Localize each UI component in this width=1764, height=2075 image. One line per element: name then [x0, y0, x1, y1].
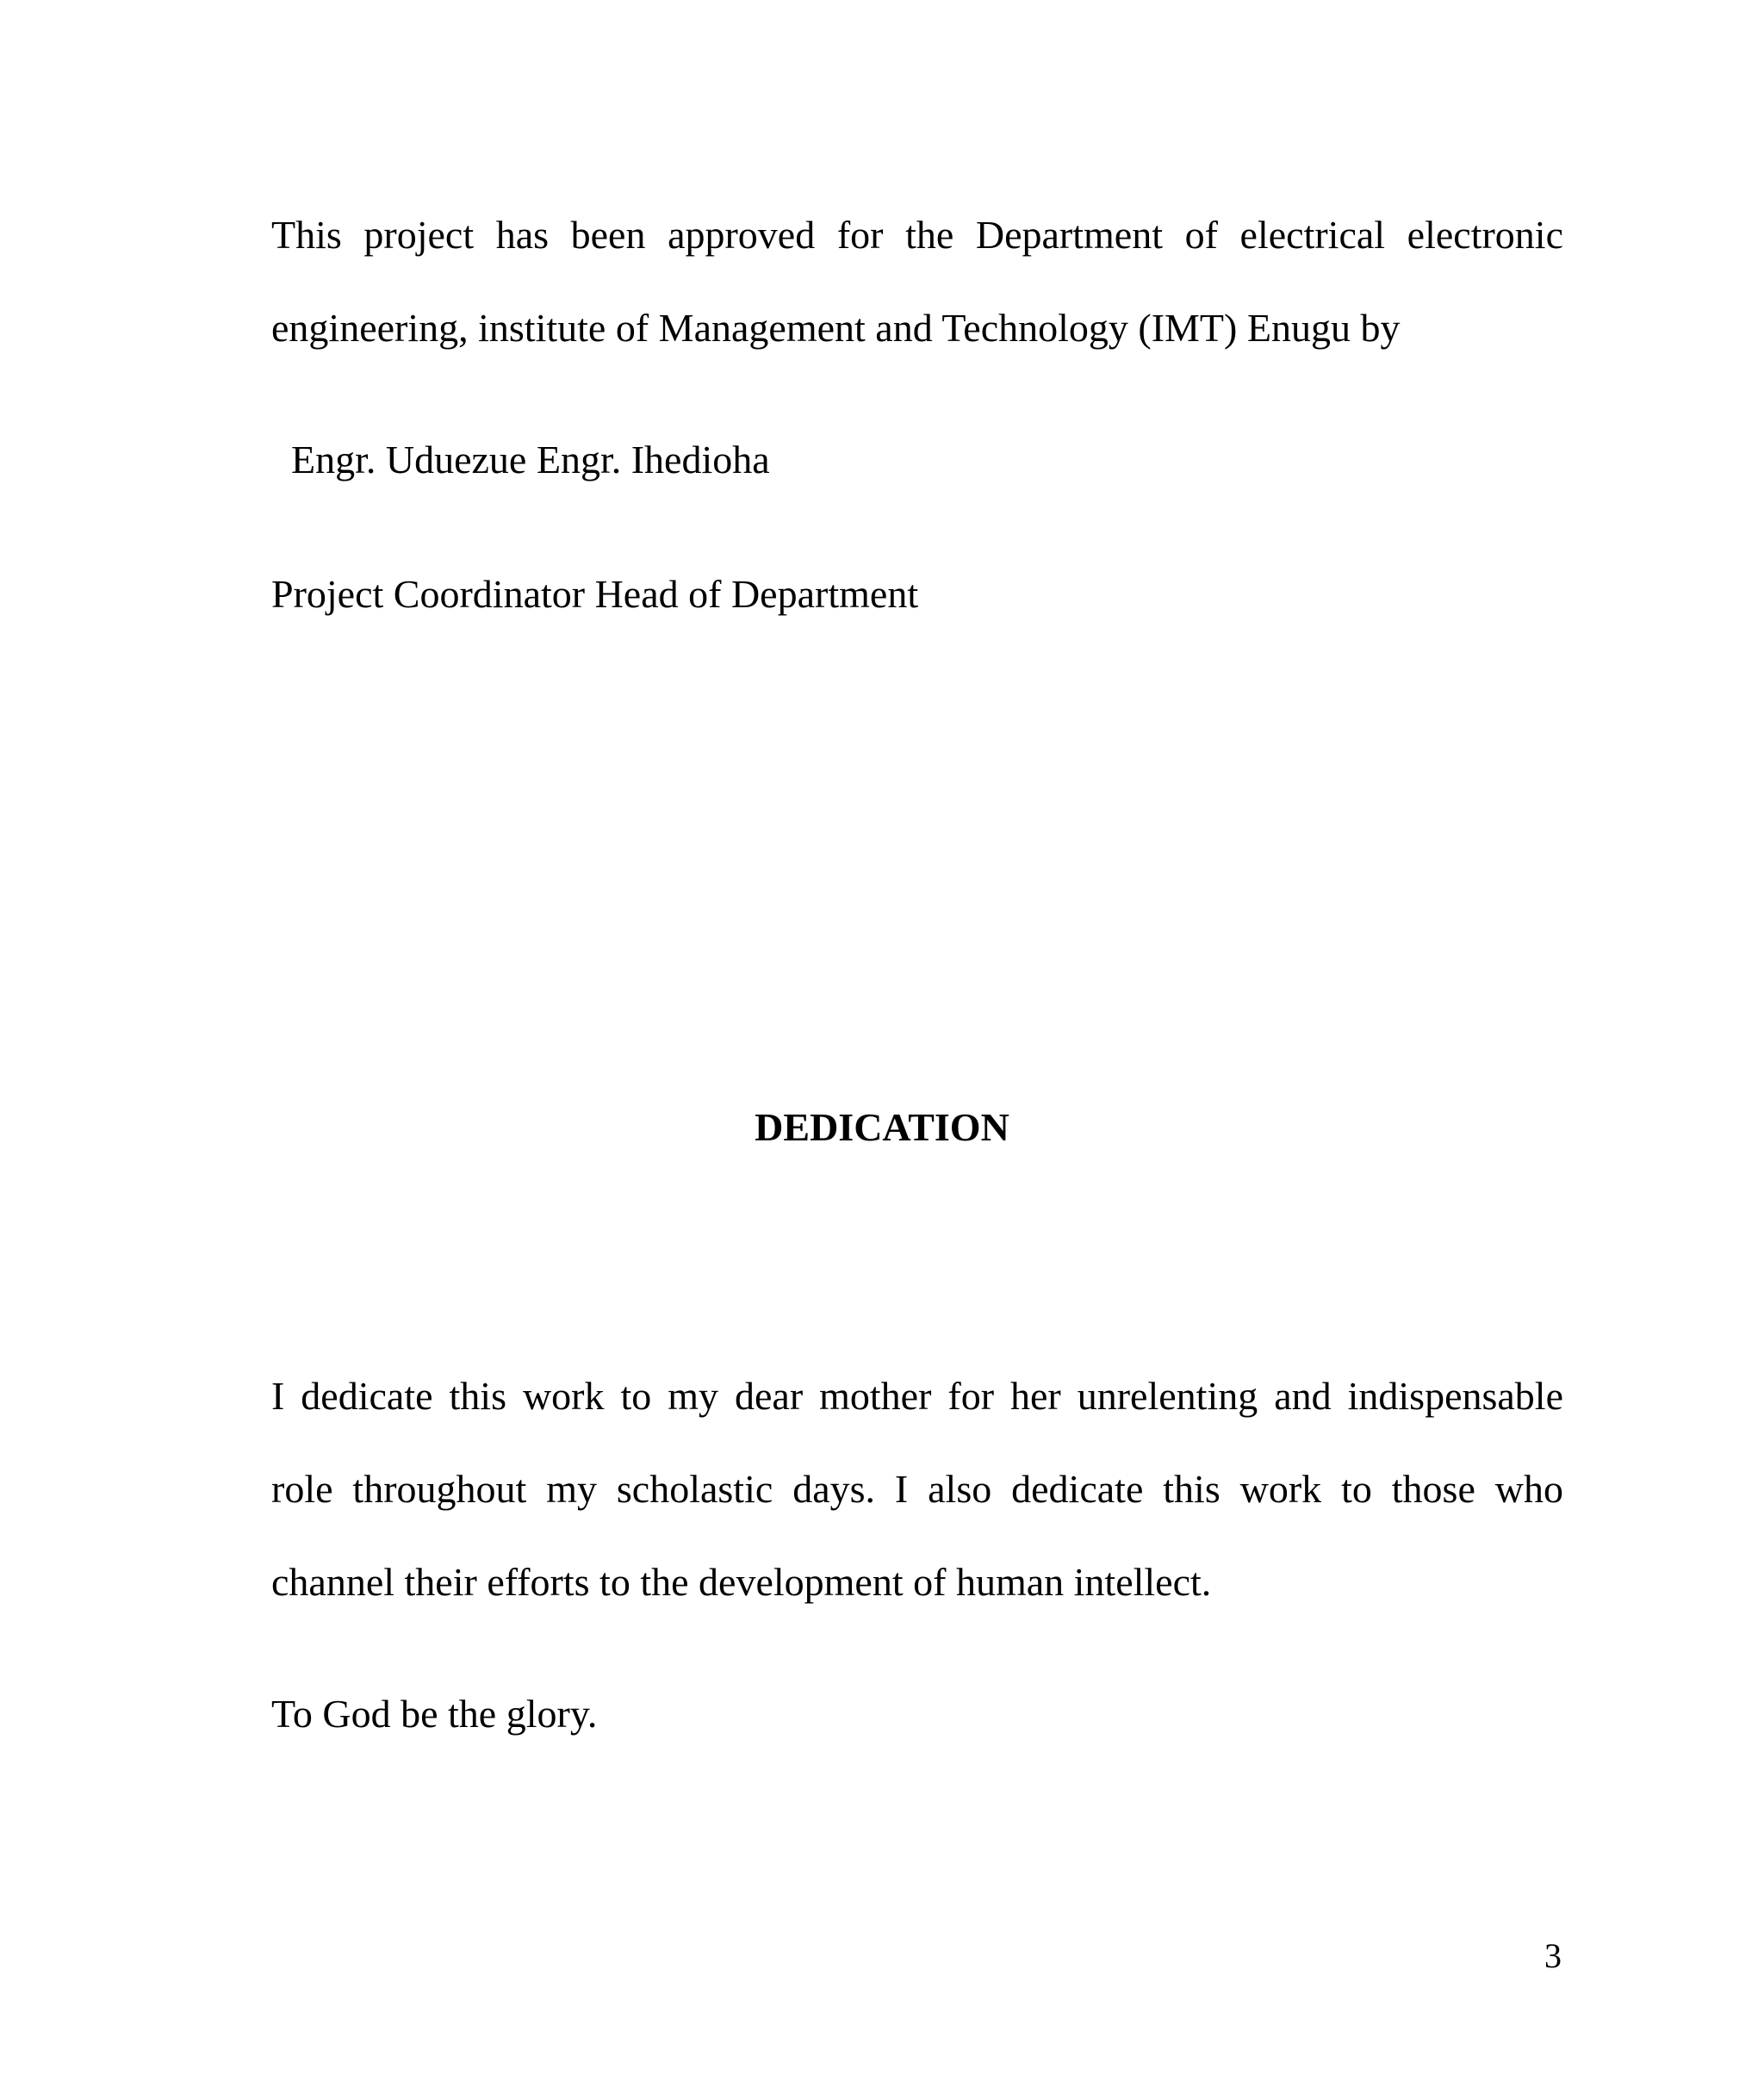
dedication-paragraph	[271, 1350, 1563, 1629]
approval-paragraph	[271, 189, 1563, 375]
approval-line-2: engineering, institute of Management and Technology (IMT) Enugu by	[271, 306, 1401, 350]
signatory-titles: Project Coordinator Head of Department	[271, 572, 919, 616]
dedication-line-2: role throughout my scholastic days. I also dedicate this work to those who	[271, 1467, 1563, 1511]
dedication-line-1: I dedicate this work to my dear mother for her unrelenting and indispensable	[271, 1374, 1563, 1418]
signatory-names: Engr. Uduezue Engr. Ihedioha	[291, 438, 770, 481]
closing-line: To God be the glory.	[271, 1692, 598, 1736]
dedication-heading: DEDICATION	[755, 1105, 1009, 1149]
approval-line-1: This project has been approved for the Department of electrical electronic	[271, 213, 1563, 257]
dedication-line-3: channel their efforts to the development of human intellect.	[271, 1560, 1212, 1604]
page-number: 3	[1544, 1936, 1562, 1975]
